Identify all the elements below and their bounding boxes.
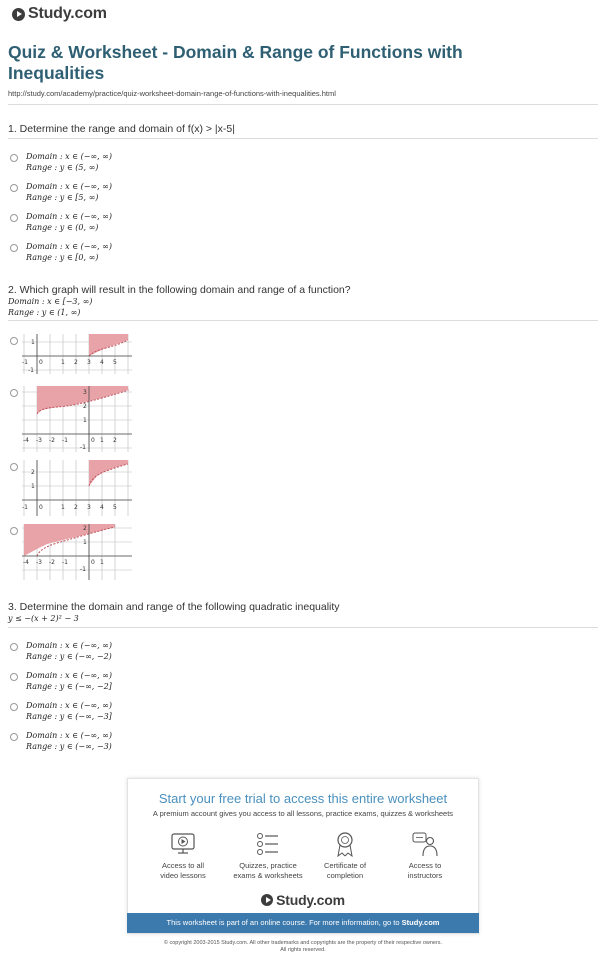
tick-label: 2: [113, 437, 117, 444]
tick-label: 1: [100, 437, 104, 444]
tick-label: 1: [83, 417, 87, 424]
tick-label: 1: [31, 339, 35, 346]
q1-option-d[interactable]: [10, 242, 310, 268]
q3-option-a[interactable]: [10, 641, 310, 667]
feature-label: Quizzes, practice: [239, 861, 297, 870]
graph-d: [22, 524, 132, 580]
feature-label: Access to: [408, 861, 442, 870]
rights-text: All rights reserved.: [280, 947, 326, 953]
tick-label: 1: [61, 359, 65, 366]
question-3-text: 3. Determine the domain and range of the following quadratic inequality: [8, 601, 340, 613]
divider: [8, 627, 598, 628]
tick-label: -1: [22, 504, 28, 511]
tick-label: 2: [74, 359, 78, 366]
radio-button[interactable]: [10, 244, 18, 252]
feature-video-lessons: [143, 831, 223, 881]
tick-label: 0: [91, 559, 95, 566]
question-3-inequality: y ≤ −(x + 2)² − 3: [8, 614, 79, 623]
tick-label: 1: [100, 559, 104, 566]
info-bar-text: This worksheet is part of an online course. For more information, go to: [166, 918, 400, 927]
tick-label: -1: [80, 444, 86, 451]
page-url: http://study.com/academy/practice/quiz-worksheet-domain-range-of-functions-with-inequalities.html: [8, 89, 336, 98]
option-domain: Domain : x ∈ (−∞, ∞): [26, 641, 112, 650]
radio-button[interactable]: [10, 733, 18, 741]
divider: [8, 320, 598, 321]
instructor-icon: [411, 831, 439, 857]
q1-option-b[interactable]: [10, 182, 310, 208]
radio-button[interactable]: [10, 184, 18, 192]
tick-label: -2: [49, 559, 55, 566]
option-range: Range : y ∈ (−∞, −3]: [26, 712, 112, 721]
study-com-link[interactable]: Study.com: [401, 918, 440, 927]
radio-button[interactable]: [10, 703, 18, 711]
copyright-text: © copyright 2003-2015 Study.com. All other trademarks and copyrights are the property of their respective owners.: [163, 940, 443, 946]
tick-label: 3: [87, 359, 91, 366]
option-range: Range : y ∈ (−∞, −2]: [26, 682, 112, 691]
divider: [8, 138, 598, 139]
promo-study-logo[interactable]: [128, 892, 478, 908]
play-logo-icon: [261, 894, 273, 906]
option-domain: Domain : x ∈ (−∞, ∞): [26, 242, 112, 251]
logo-text: Study.com: [28, 5, 107, 22]
play-logo-icon: [12, 8, 25, 21]
tick-label: 0: [39, 359, 43, 366]
graph-b: [22, 386, 132, 452]
promo-subtitle: A premium account gives you access to all lessons, practice exams, quizzes & worksheets: [152, 809, 454, 818]
tick-label: -1: [28, 367, 34, 374]
tick-label: 4: [100, 504, 104, 511]
option-range: Range : y ∈ (0, ∞): [26, 223, 99, 232]
feature-label: video lessons: [160, 871, 206, 880]
radio-button[interactable]: [10, 643, 18, 651]
feature-label: completion: [326, 871, 364, 880]
tick-label: 5: [113, 359, 117, 366]
shaded-region: [89, 334, 128, 356]
question-1-text: 1. Determine the range and domain of f(x) > |x-5|: [8, 123, 235, 135]
logo-text: Study.com: [276, 892, 345, 908]
tick-label: 1: [83, 539, 87, 546]
tick-label: 2: [31, 469, 35, 476]
promo-title[interactable]: Start your free trial to access this entire worksheet: [158, 791, 448, 806]
free-trial-promo[interactable]: [127, 778, 479, 934]
radio-button[interactable]: [10, 154, 18, 162]
question-2-range: Range : y ∈ (1, ∞): [8, 308, 81, 317]
radio-button[interactable]: [10, 337, 18, 345]
shaded-region: [89, 460, 128, 486]
certificate-icon: [331, 831, 359, 857]
option-domain: Domain : x ∈ (−∞, ∞): [26, 212, 112, 221]
option-domain: Domain : x ∈ (−∞, ∞): [26, 701, 112, 710]
page-title: Quiz & Worksheet - Domain & Range of Functions with Inequalities: [8, 42, 463, 83]
tick-label: 0: [91, 437, 95, 444]
tick-label: 0: [39, 504, 43, 511]
radio-button[interactable]: [10, 673, 18, 681]
tick-label: 4: [100, 359, 104, 366]
divider: [8, 104, 598, 105]
tick-label: 3: [87, 504, 91, 511]
tick-label: 2: [83, 403, 87, 410]
promo-info-bar: [127, 913, 479, 933]
option-domain: Domain : x ∈ (−∞, ∞): [26, 182, 112, 191]
q3-option-d[interactable]: [10, 731, 310, 757]
q3-option-b[interactable]: [10, 671, 310, 697]
tick-label: 1: [61, 504, 65, 511]
question-2-text: 2. Which graph will result in the following domain and range of a function?: [8, 284, 351, 296]
tick-label: -3: [36, 437, 42, 444]
option-domain: Domain : x ∈ (−∞, ∞): [26, 152, 112, 161]
radio-button[interactable]: [10, 389, 18, 397]
tick-label: -1: [22, 359, 28, 366]
option-domain: Domain : x ∈ (−∞, ∞): [26, 671, 112, 680]
graph-c: [22, 460, 132, 516]
feature-label: instructors: [407, 871, 443, 880]
feature-label: Certificate of: [323, 861, 367, 870]
tick-label: 5: [113, 504, 117, 511]
tick-label: -1: [80, 566, 86, 573]
feature-certificate: [305, 831, 385, 881]
tick-label: 2: [83, 525, 87, 532]
q1-option-c[interactable]: [10, 212, 310, 238]
tick-label: -2: [49, 437, 55, 444]
feature-label: exams & worksheets: [233, 871, 303, 880]
video-lesson-icon: [169, 831, 197, 857]
tick-label: -4: [23, 559, 29, 566]
q1-option-a[interactable]: [10, 152, 310, 178]
tick-label: -3: [36, 559, 42, 566]
tick-label: 3: [83, 389, 87, 396]
radio-button[interactable]: [10, 463, 18, 471]
graph-a: [22, 334, 132, 374]
radio-button[interactable]: [10, 214, 18, 222]
option-range: Range : y ∈ (5, ∞): [26, 163, 99, 172]
radio-button[interactable]: [10, 527, 18, 535]
feature-label: Access to all: [161, 861, 205, 870]
q3-option-c[interactable]: [10, 701, 310, 727]
tick-label: -1: [62, 559, 68, 566]
option-range: Range : y ∈ [5, ∞): [26, 193, 99, 202]
study-logo[interactable]: [12, 5, 107, 23]
tick-label: -1: [62, 437, 68, 444]
feature-instructors: [385, 831, 465, 881]
option-domain: Domain : x ∈ (−∞, ∞): [26, 731, 112, 740]
option-range: Range : y ∈ (−∞, −2): [26, 652, 112, 661]
option-range: Range : y ∈ (−∞, −3): [26, 742, 112, 751]
option-range: Range : y ∈ [0, ∞): [26, 253, 99, 262]
checklist-icon: [254, 831, 282, 857]
tick-label: -4: [23, 437, 29, 444]
shaded-region: [24, 524, 115, 556]
feature-quizzes: [228, 831, 308, 881]
copyright-footer: [0, 940, 606, 954]
tick-label: 1: [31, 483, 35, 490]
tick-label: 2: [74, 504, 78, 511]
question-2-domain: Domain : x ∈ [−3, ∞): [8, 297, 93, 306]
